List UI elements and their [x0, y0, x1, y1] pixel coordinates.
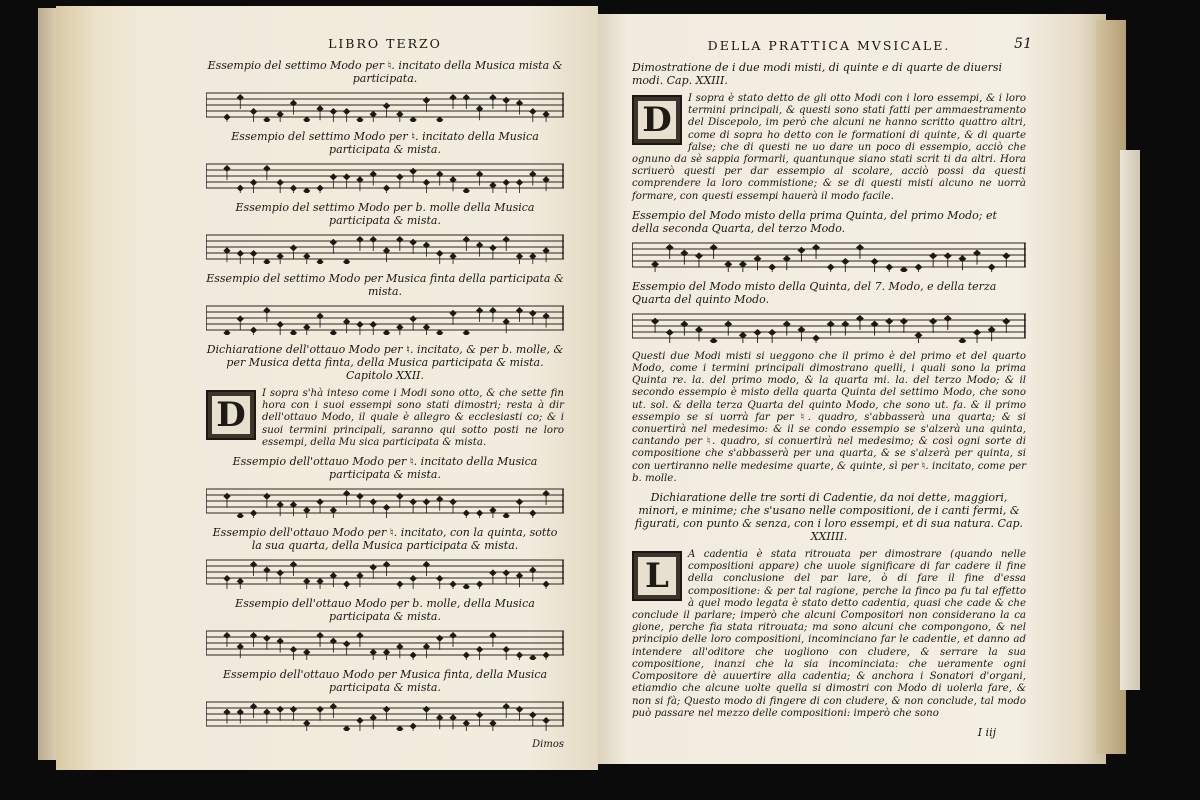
music-staff: [632, 309, 1026, 343]
music-caption: Essempio dell'ottauo Modo per ♮. incitato della Musica participata & mista.: [232, 455, 538, 482]
paragraph-text: I sopra s'hà inteso come i Modi sono otto, & che sette fin hora con i suoi essempi sono stati dimostri; resta à dir dell'ottauo Modo, il quale è allegro & ecclesiasti co; & i suoi termini principali, saranno qui sotto posti ne loro essempi, della Mu sica participata & mista.: [262, 388, 564, 448]
music-caption: Essempio dell'ottauo Modo per Musica finta, della Musica participata & mista.: [222, 668, 548, 695]
paragraph-text: I sopra è stato detto de gli otto Modi con i loro essempi, & i loro termini principali, & questi sono stati fatti per ammaestramento del Discepolo, im però che alcuni ne hanno scritto quattro altri, come di sopra ho detto con le formationi di quinte, & di quarte false; che di questi ne uo dare un poco di essempio, acciò che ognuno da sè sappia formarli, quantunque siano stati scrit ti da altri. Hora scriuerò questi per dar essempio al scolare, acciò possi da questi comprendere la loro commistione; & se di questi misti alcuno ne uorrà formare, con questi essempi hauerà il modo facile.: [632, 93, 1026, 202]
music-caption: Essempio dell'ottauo Modo per b. molle, della Musica participata & mista.: [235, 597, 535, 624]
music-staff: [206, 697, 564, 731]
music-caption: Essempio del Modo misto della prima Quinta, del primo Modo; et della seconda Quarta, del terzo Modo.: [632, 208, 997, 235]
decorated-initial: D: [632, 95, 682, 145]
right-running-header: [632, 36, 1032, 53]
page-number: 51: [1014, 36, 1032, 52]
body-paragraph: [206, 388, 564, 449]
music-staff: [206, 301, 564, 335]
music-caption: Essempio del Modo misto della Quinta, del 7. Modo, e della terza Quarta del quinto Modo.: [632, 279, 997, 306]
paper-flap: [1120, 150, 1140, 690]
right-page: [598, 14, 1106, 764]
music-staff: [206, 484, 564, 518]
music-caption: Essempio dell'ottauo Modo per ♮. incitato, con la quinta, sotto la sua quarta, della Musica participata & mista.: [212, 526, 558, 553]
music-staff: [206, 88, 564, 122]
catchword: Dimos: [532, 739, 564, 751]
paragraph-text: A cadentia è stata ritrouata per dimostrare (quando nelle compositioni appare) che uuole significare di far cadere il fine della conclusione del par lare, ò di fare il fine d'essa compositione: & per tal ragione, perche la finco pa fu tal effetto à quel modo legata è stato detto cadentia, quasi che cade & che conclude il parlare; imperò che alcuni Compositori non considerano la ca gione, perche fia stata ritrouata; ma sono alcuni che compongono, & nel principio delle loro compositioni, incominciano far le cadentie, et danno ad intendere all'oditore che uogliono con cludere, & serrare la sua compositione, inanzi che la sia incominciata: che ueramente ogni Compositore dè auuertire alla cadentia; & anchora i Sonatori d'organi, etiamdio che alcune uolte quella si dimostri con Modo di uolerla fare, & non si fà; Questo modo di fingere di con cludere, & non conclude, tal modo può passare nel mezzo delle compositioni: imperò che sono: [632, 549, 1026, 719]
left-page: [56, 6, 598, 770]
music-staff: [206, 626, 564, 660]
music-caption: Essempio del settimo Modo per Musica finta della participata & mista.: [206, 272, 564, 298]
running-header-text: DELLA PRATTICA MVSICALE.: [707, 38, 951, 53]
decorated-initial: D: [206, 390, 256, 440]
music-staff: [206, 159, 564, 193]
music-staff: [206, 555, 564, 589]
left-running-header: LIBRO TERZO: [328, 36, 442, 51]
music-caption: Essempio del settimo Modo per ♮. incitato della Musica participata & mista.: [231, 130, 539, 156]
decorated-initial: L: [632, 551, 682, 601]
music-staff: [632, 238, 1026, 272]
chapter-title: Dichiaratione dell'ottauo Modo per ♮. incitato, & per b. molle, & per Musica detta finta, della Musica participata & mista. Capitolo XXII.: [206, 343, 564, 382]
body-paragraph: [632, 549, 1026, 720]
left-page-edges: [38, 8, 58, 760]
music-caption: Essempio del settimo Modo per ♮. incitato della Musica mista & participata.: [207, 59, 563, 85]
body-paragraph: [632, 93, 1026, 203]
body-paragraph: Questi due Modi misti si ueggono che il primo è del primo et del quarto Modo, come i termini principali dimostrano quelli, i quali sono la prima Quinta re. la. del primo modo, & la quarta mi. la. del terzo Modo; & il secondo essempio è misto della quarta Quinta del settimo Modo, che sono ut. sol. & della terza Quarta del quinto Modo, che sono ut. fa. & il primo essempio se si uorrà far per ♮. quadro, s'abbasserà una quarta; & si conuertirà nel medesimo: & il se condo essempio se s'alzerà una quinta, cantando per ♮. quadro, si conuertirà nel medesimo; & così ogni sorte di compositione che s'abbasserà per una quarta, & se s'alzerà per quinta, si con uertiranno nelle medesime quarte, & quinte, sì per ♮. incitato, come per b. molle.: [632, 350, 1026, 484]
chapter-title: Dimostratione de i due modi misti, di quinte e di quarte de diuersi modi. Cap. XXIII.: [632, 61, 1003, 87]
chapter-title: Dichiaratione delle tre sorti di Cadentie, da noi dette, maggiori, minori, e minime; che s'usano nelle compositioni, de i canti fermi, & figurati, con punto & senza, con i loro essempi, et di sua natura. Cap. XXIIII.: [634, 491, 1024, 544]
music-staff: [206, 230, 564, 264]
music-caption: Essempio del settimo Modo per b. molle della Musica participata & mista.: [235, 201, 535, 227]
signature-mark: I iij: [977, 725, 996, 739]
